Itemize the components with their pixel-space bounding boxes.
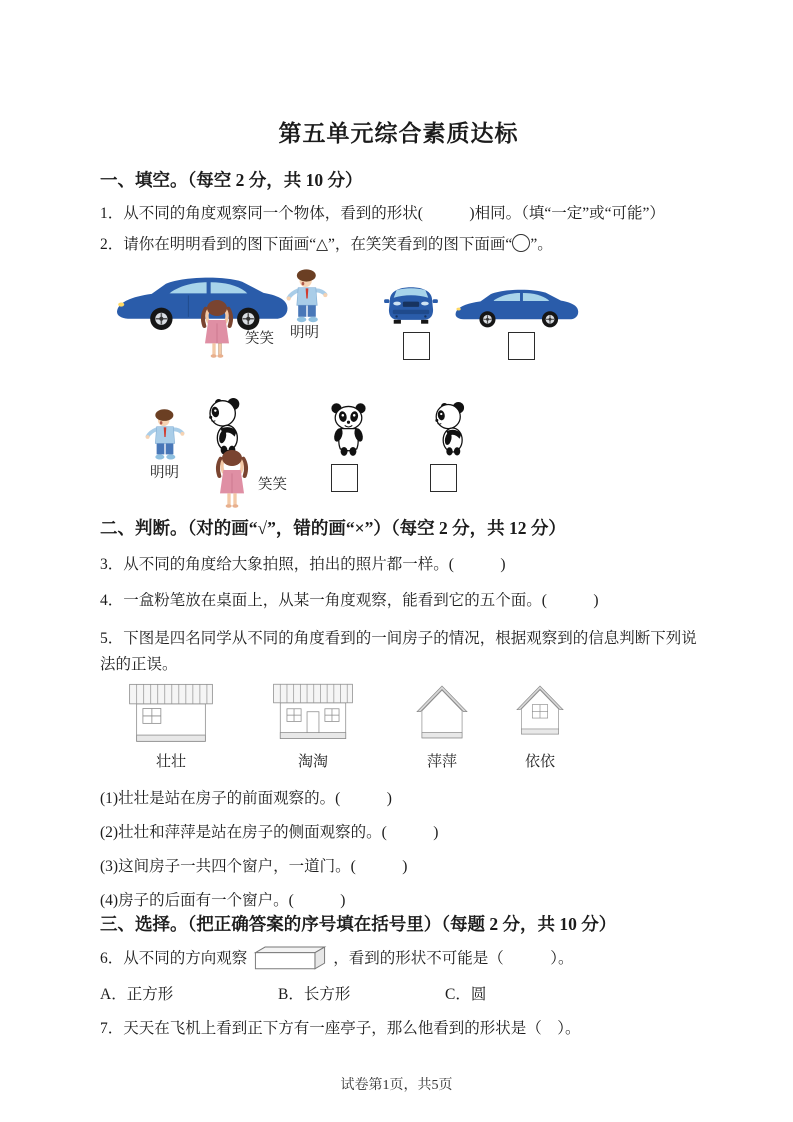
question-3: 3．从不同的角度给大象拍照，拍出的照片都一样。( ) [100,556,506,573]
answer-box-panda-front[interactable] [331,464,358,492]
answer-box-car-side[interactable] [508,332,535,360]
question-5: 5．下图是四名同学从不同的角度看到的一间房子的情况，根据观察到的信息判断下列说法的正误。 [100,630,697,673]
question-4: 4．一盒粉笔放在桌面上，从某一角度观察，能看到它的五个面。( ) [100,592,599,609]
statement-4: (4)房子的后面有一个窗户。( ) [100,892,346,909]
question-6-suffix: ，看到的形状不可能是（ ）。 [333,950,574,967]
answer-box-panda-side[interactable] [430,464,457,492]
house-front-view-icon [272,682,354,743]
house-label: 壮壮 [155,754,186,770]
house-views-figure [100,680,697,770]
section-judge-heading: 二、判断。（对的画“√”，错的画“×”）（每空 2 分，共 12 分） [100,518,566,538]
boy-figure-icon [145,408,185,466]
page-title: 第五单元综合素质达标 [278,121,519,146]
girl-label: 笑笑 [245,331,274,347]
boy-label: 明明 [290,325,319,341]
statement-1: (1)壮壮是站在房子的前面观察的。( ) [100,790,392,807]
house-back-view-icon [125,682,217,746]
answer-box-car-front[interactable] [403,332,430,360]
car-front-view-icon [382,280,440,328]
question-2-suffix: ”。 [530,236,553,253]
house-side-plain-icon [415,682,469,744]
question-1: 1．从不同的角度观察同一个物体，看到的形状( )相同。（填“一定”或“可能”） [100,205,665,222]
paper-content [100,0,697,1040]
question-2 [100,234,697,256]
cuboid-icon [253,944,327,971]
girl-label: 笑笑 [258,477,287,493]
panda-front-view-icon [326,402,371,459]
page-footer: 试卷第1页，共5页 [340,1078,453,1093]
question-6 [100,940,697,974]
house-label: 萍萍 [426,754,457,770]
house-label: 淘淘 [297,754,328,770]
panda-side-view-small-icon [427,402,472,459]
statement-3: (3)这间房子一共四个窗户，一道门。( ) [100,858,408,875]
girl-back-view-icon [197,298,237,362]
house-side-window-icon [515,682,565,740]
circle-mark-icon [512,234,530,252]
section-choice-heading: 三、选择。（把正确答案的序号填在括号里）（每题 2 分，共 10 分） [100,914,617,934]
question-7: 7．天天在飞机上看到正下方有一座亭子，那么他看到的形状是（ ）。 [100,1020,581,1037]
section-fill-heading: 一、填空。（每空 2 分，共 10 分） [100,170,363,190]
option-a: A．正方形 [100,986,174,1003]
boy-figure-icon [286,268,328,329]
car-side-view-small-icon [452,284,580,329]
question-2-prefix: 2．请你在明明看到的图下面画“△”，在笑笑看到的图下面画“ [100,236,513,253]
statement-2: (2)壮壮和萍萍是站在房子的侧面观察的。( ) [100,824,439,841]
option-c: C．圆 [445,986,487,1003]
girl-back-view-icon [212,448,252,512]
car-observation-figure [100,268,697,398]
boy-label: 明明 [150,465,179,481]
question-6-prefix: 6．从不同的方向观察 [100,950,248,967]
question-6-options [100,982,697,1004]
panda-observation-figure [100,398,697,512]
house-label: 依依 [524,754,555,770]
option-b: B．长方形 [278,986,351,1003]
